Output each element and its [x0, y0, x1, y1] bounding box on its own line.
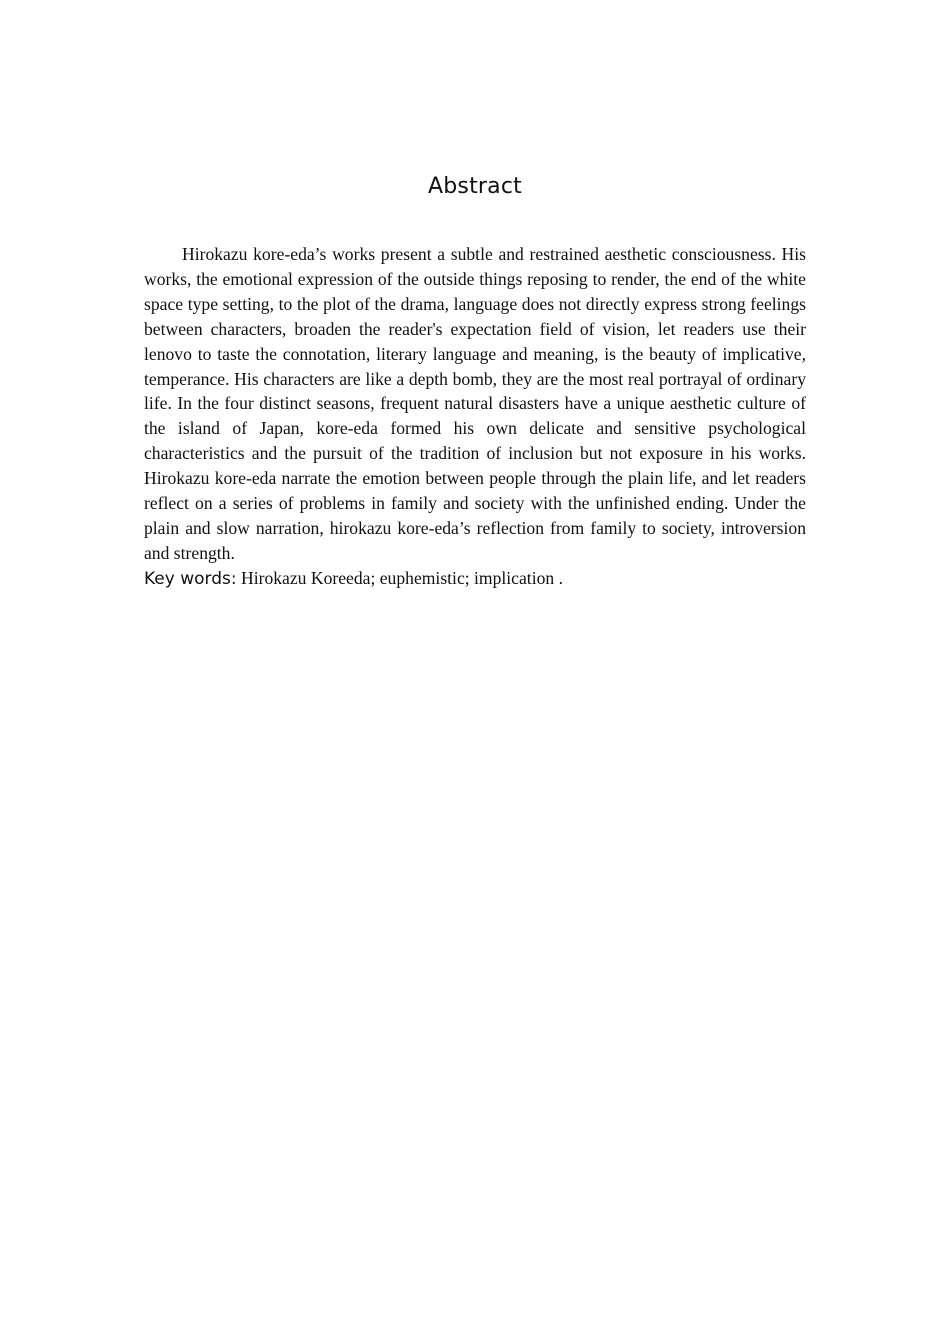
abstract-title: Abstract: [428, 174, 522, 199]
abstract-section: [144, 172, 806, 592]
abstract-paragraph: Hirokazu kore-eda’s works present a subtle and restrained aesthetic consciousness. His works, the emotional expression of the outside things reposing to render, the end of the white space type setting, to the plot of the drama, language does not directly express strong feelings between characters, broaden the reader's expectation field of vision, let readers use their lenovo to taste the connotation, literary language and meaning, is the beauty of implicative, temperance. His characters are like a depth bomb, they are the most real portrayal of ordinary life. In the four distinct seasons, frequent natural disasters have a unique aesthetic culture of the island of Japan, kore-eda formed his own delicate and sensitive psychological characteristics and the pursuit of the tradition of inclusion but not exposure in his works. Hirokazu kore-eda narrate the emotion between people through the plain life, and let readers reflect on a series of problems in family and society with the unfinished ending. Under the plain and slow narration, hirokazu kore-eda’s reflection from family to society, introversion and strength.: [144, 244, 806, 563]
keywords-text: Hirokazu Koreeda; euphemistic; implication .: [236, 567, 563, 588]
keywords-label: Key words:: [144, 568, 237, 589]
keywords-line: [144, 566, 806, 592]
